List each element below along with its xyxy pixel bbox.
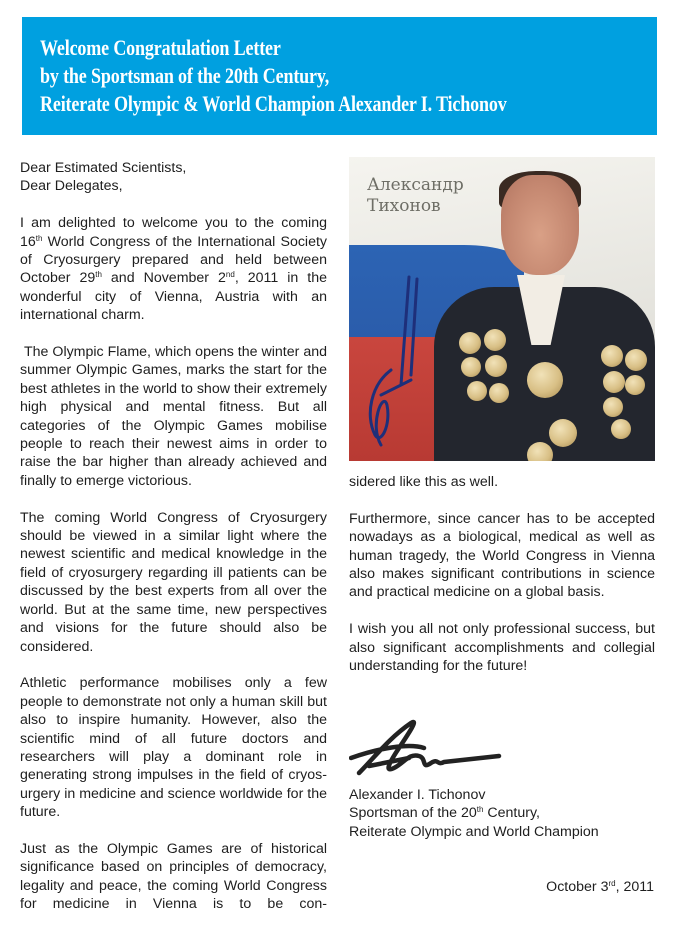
medal-icon [611,419,631,439]
medal-icon [527,442,553,461]
signer-title [349,804,599,822]
superscript: th [35,233,43,243]
title-line-3: Reiterate Olympic & World Champion Alexander I. Tichonov [40,91,507,116]
text-run: I am delighted to welcome you to the coming 16 [20,215,327,250]
medal-icon [549,419,577,447]
text-run: , 2011 [615,879,654,895]
paragraph-wishes: I wish you all not only professional success, but also significant accomplishments and collegial understanding for the future! [349,621,655,675]
title-line-1: Welcome Congratulation Letter [40,35,281,60]
paragraph-continuation: sidered like this as well. [349,474,499,490]
signer-name: Alexander I. Tichonov [349,787,486,803]
text-run: , 2011 in the wonderful city of Vienna, Austria with an international charm. [20,270,327,324]
superscript: th [476,805,484,815]
medal-icon [527,362,563,398]
medal-icon [625,375,645,395]
text-run: Sportsman of the 20 [349,805,477,822]
signer-title-2: Reiterate Olympic and World Champion [349,823,599,840]
medal-icon [625,349,647,371]
signature-block [349,786,599,841]
medal-icon [484,329,506,351]
autograph-icon [361,275,421,450]
paragraph-world-congress: The coming World Congress of Cryosurgery should be viewed in a similar light where the newest scientific and medical knowledge in the field of cryosurgery regarding ill patients can be discussed by the best experts from all over the world. But at the same time, new perspectives and visions for the future should also be considered. [20,509,327,655]
text-run: Century, [483,805,540,822]
medal-icon [601,345,623,367]
title-line-2: by the Sportsman of the 20th Century, [40,63,330,88]
salutation [20,159,327,196]
paragraph-cancer: Furthermore, since cancer has to be accepted nowadays as a biological, medical as well as human tragedy, the World Congress in Vienna also makes significant contributions in science and practical medicine on a global basis. [349,510,655,601]
face [501,175,579,275]
caption-last-name: Тихонов [367,196,441,216]
medal-icon [603,397,623,417]
text-run: and November 2 [101,270,226,287]
right-column [349,473,655,694]
superscript: th [95,270,102,280]
caption-first-name: Александр [367,175,464,195]
left-column [20,159,331,914]
medal-icon [489,383,509,403]
paragraph-athletic-performance: Athletic performance mobilises only a few people to demonstrate not only a human skill but also to inspire humanity. However, also the scientific mind of all future doctors and researchers will play a dominant role in generating strong impulses in the field of cryosurgery in medicine and science worldwide for the future. [20,675,327,821]
superscript: nd [225,270,235,280]
superscript: rd [608,879,616,888]
salutation-line-2: Dear Delegates, [20,178,123,195]
paragraph-historical-significance: Just as the Olympic Games are of historical significance based on principles of democracy, legality and peace, the coming World Congress for medicine in Vienna is to be con- [20,840,327,913]
text-run: World Congress of the International Society of Cryosurgery prepared and held between October 29 [20,233,327,287]
salutation-line-1: Dear Estimated Scientists, [20,160,187,176]
medal-icon [461,357,481,377]
title-banner [22,17,657,135]
medal-icon [467,381,487,401]
medal-icon [459,332,481,354]
portrait-photo [349,157,655,461]
signature-icon [349,718,509,780]
photo-caption [367,175,464,217]
medal-icon [603,371,625,393]
letter-date [546,878,654,896]
paragraph-welcome [20,214,327,324]
paragraph-olympic-flame: The Olympic Flame, which opens the winter and summer Olympic Games, marks the start for the best athletes in the world to show their extremely high physical and mental fitness. But all categories of the Olympic Games mobilise people to reach their newest aims in order to raise the bar higher than already achieved and finally to emerge victorious. [20,344,331,489]
medal-icon [485,355,507,377]
text-run: October 3 [546,879,609,895]
